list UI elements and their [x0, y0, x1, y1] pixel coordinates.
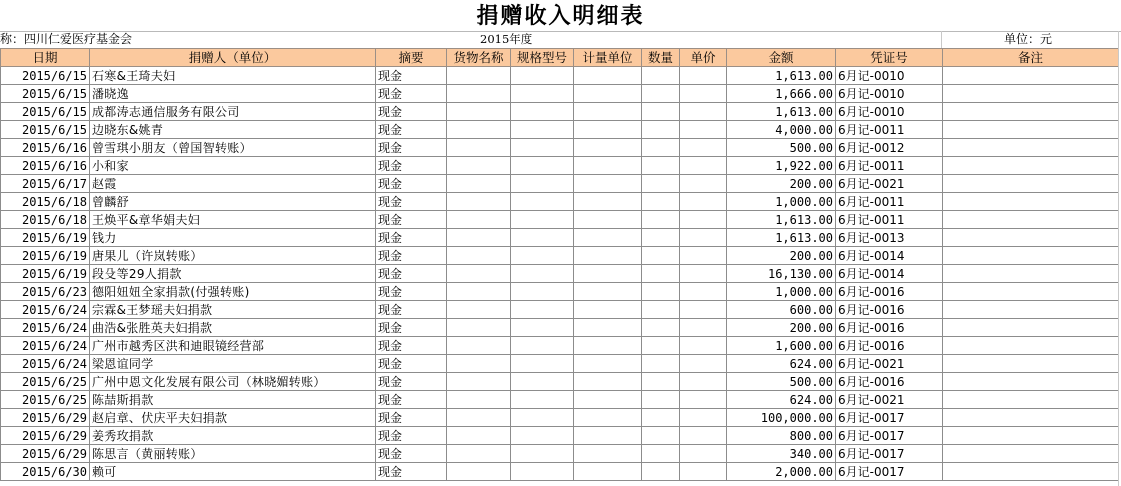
cell-summary[interactable]: 现金	[376, 319, 447, 337]
cell-donor[interactable]: 广州中恩文化发展有限公司（林晓媚转账）	[90, 373, 376, 391]
cell-donor[interactable]: 德阳妞妞全家捐款(付强转账)	[90, 283, 376, 301]
cell-date[interactable]: 2015/6/29	[1, 445, 90, 463]
cell-goods-name[interactable]	[447, 139, 511, 157]
cell-measure-unit[interactable]	[574, 391, 642, 409]
cell-remarks[interactable]	[943, 373, 1119, 391]
cell-measure-unit[interactable]	[574, 139, 642, 157]
header-date[interactable]: 日期	[1, 49, 90, 67]
cell-amount[interactable]: 1,922.00	[727, 157, 836, 175]
header-summary[interactable]: 摘要	[376, 49, 447, 67]
cell-goods-name[interactable]	[447, 355, 511, 373]
cell-summary[interactable]: 现金	[376, 391, 447, 409]
cell-amount[interactable]: 1,613.00	[727, 211, 836, 229]
cell-remarks[interactable]	[943, 175, 1119, 193]
cell-date[interactable]: 2015/6/15	[1, 67, 90, 85]
cell-date[interactable]: 2015/6/15	[1, 103, 90, 121]
header-donor[interactable]: 捐赠人（单位）	[90, 49, 376, 67]
header-remarks[interactable]: 备注	[943, 49, 1119, 67]
cell-summary[interactable]: 现金	[376, 67, 447, 85]
header-amount[interactable]: 金额	[727, 49, 836, 67]
cell-quantity[interactable]	[642, 229, 680, 247]
cell-goods-name[interactable]	[447, 283, 511, 301]
cell-amount[interactable]: 1,000.00	[727, 193, 836, 211]
cell-remarks[interactable]	[943, 211, 1119, 229]
cell-quantity[interactable]	[642, 355, 680, 373]
cell-amount[interactable]: 1,000.00	[727, 283, 836, 301]
cell-date[interactable]: 2015/6/24	[1, 319, 90, 337]
cell-quantity[interactable]	[642, 193, 680, 211]
cell-spec-model[interactable]	[511, 103, 574, 121]
cell-measure-unit[interactable]	[574, 409, 642, 427]
cell-spec-model[interactable]	[511, 265, 574, 283]
cell-voucher-no[interactable]: 6月记-0016	[836, 337, 943, 355]
cell-remarks[interactable]	[943, 247, 1119, 265]
cell-voucher-no[interactable]: 6月记-0021	[836, 355, 943, 373]
cell-amount[interactable]: 624.00	[727, 391, 836, 409]
cell-donor[interactable]: 成都涛志通信服务有限公司	[90, 103, 376, 121]
cell-summary[interactable]: 现金	[376, 301, 447, 319]
cell-quantity[interactable]	[642, 463, 680, 481]
cell-goods-name[interactable]	[447, 121, 511, 139]
table-row	[1, 427, 1119, 445]
cell-measure-unit[interactable]	[574, 67, 642, 85]
cell-donor[interactable]: 陈思言（黄丽转账）	[90, 445, 376, 463]
cell-voucher-no[interactable]: 6月记-0017	[836, 463, 943, 481]
header-measure-unit[interactable]: 计量单位	[574, 49, 642, 67]
table-row	[1, 139, 1119, 157]
cell-quantity[interactable]	[642, 211, 680, 229]
table-row	[1, 67, 1119, 85]
cell-goods-name[interactable]	[447, 391, 511, 409]
cell-goods-name[interactable]	[447, 67, 511, 85]
cell-quantity[interactable]	[642, 283, 680, 301]
cell-donor[interactable]: 唐果儿（许岚转账）	[90, 247, 376, 265]
cell-date[interactable]: 2015/6/23	[1, 283, 90, 301]
cell-measure-unit[interactable]	[574, 463, 642, 481]
cell-voucher-no[interactable]: 6月记-0011	[836, 121, 943, 139]
table-row	[1, 283, 1119, 301]
cell-amount[interactable]: 200.00	[727, 175, 836, 193]
cell-amount[interactable]: 500.00	[727, 373, 836, 391]
header-unit-price[interactable]: 单价	[680, 49, 727, 67]
cell-donor[interactable]: 曲浩&张胜英夫妇捐款	[90, 319, 376, 337]
cell-summary[interactable]: 现金	[376, 175, 447, 193]
cell-goods-name[interactable]	[447, 337, 511, 355]
cell-spec-model[interactable]	[511, 301, 574, 319]
cell-amount[interactable]: 500.00	[727, 139, 836, 157]
cell-donor[interactable]: 梁恩谊同学	[90, 355, 376, 373]
cell-spec-model[interactable]	[511, 229, 574, 247]
cell-donor[interactable]: 小和家	[90, 157, 376, 175]
cell-donor[interactable]: 潘晓逸	[90, 85, 376, 103]
table-row	[1, 373, 1119, 391]
cell-spec-model[interactable]	[511, 211, 574, 229]
cell-unit-price[interactable]	[680, 193, 727, 211]
table-row	[1, 175, 1119, 193]
cell-donor[interactable]: 曾麟舒	[90, 193, 376, 211]
cell-summary[interactable]: 现金	[376, 409, 447, 427]
cell-unit-price[interactable]	[680, 175, 727, 193]
cell-goods-name[interactable]	[447, 193, 511, 211]
table-row	[1, 409, 1119, 427]
cell-spec-model[interactable]	[511, 157, 574, 175]
cell-goods-name[interactable]	[447, 103, 511, 121]
cell-spec-model[interactable]	[511, 463, 574, 481]
cell-quantity[interactable]	[642, 265, 680, 283]
cell-measure-unit[interactable]	[574, 229, 642, 247]
cell-spec-model[interactable]	[511, 427, 574, 445]
cell-date[interactable]: 2015/6/30	[1, 463, 90, 481]
cell-donor[interactable]: 边晓东&姚青	[90, 121, 376, 139]
cell-date[interactable]: 2015/6/16	[1, 157, 90, 175]
cell-measure-unit[interactable]	[574, 121, 642, 139]
cell-voucher-no[interactable]: 6月记-0011	[836, 211, 943, 229]
cell-goods-name[interactable]	[447, 301, 511, 319]
cell-spec-model[interactable]	[511, 355, 574, 373]
cell-unit-price[interactable]	[680, 139, 727, 157]
cell-summary[interactable]: 现金	[376, 103, 447, 121]
cell-summary[interactable]: 现金	[376, 211, 447, 229]
cell-donor[interactable]: 姜秀玫捐款	[90, 427, 376, 445]
cell-summary[interactable]: 现金	[376, 445, 447, 463]
cell-remarks[interactable]	[943, 157, 1119, 175]
cell-voucher-no[interactable]: 6月记-0016	[836, 373, 943, 391]
table-row	[1, 463, 1119, 481]
cell-spec-model[interactable]	[511, 139, 574, 157]
table-row	[1, 265, 1119, 283]
cell-remarks[interactable]	[943, 301, 1119, 319]
cell-goods-name[interactable]	[447, 373, 511, 391]
cell-date[interactable]: 2015/6/19	[1, 247, 90, 265]
header-row	[1, 49, 1119, 67]
cell-unit-price[interactable]	[680, 103, 727, 121]
cell-unit-price[interactable]	[680, 229, 727, 247]
cell-measure-unit[interactable]	[574, 373, 642, 391]
cell-quantity[interactable]	[642, 139, 680, 157]
cell-unit-price[interactable]	[680, 445, 727, 463]
cell-summary[interactable]: 现金	[376, 247, 447, 265]
cell-spec-model[interactable]	[511, 193, 574, 211]
cell-summary[interactable]: 现金	[376, 85, 447, 103]
cell-voucher-no[interactable]: 6月记-0014	[836, 265, 943, 283]
cell-date[interactable]: 2015/6/24	[1, 337, 90, 355]
cell-voucher-no[interactable]: 6月记-0012	[836, 139, 943, 157]
cell-spec-model[interactable]	[511, 373, 574, 391]
cell-date[interactable]: 2015/6/29	[1, 409, 90, 427]
cell-remarks[interactable]	[943, 445, 1119, 463]
cell-quantity[interactable]	[642, 319, 680, 337]
cell-spec-model[interactable]	[511, 121, 574, 139]
cell-donor[interactable]: 赖可	[90, 463, 376, 481]
cell-date[interactable]: 2015/6/19	[1, 265, 90, 283]
cell-remarks[interactable]	[943, 265, 1119, 283]
cell-donor[interactable]: 段殳等29人捐款	[90, 265, 376, 283]
cell-amount[interactable]: 100,000.00	[727, 409, 836, 427]
header-goods-name[interactable]: 货物名称	[447, 49, 511, 67]
cell-amount[interactable]: 340.00	[727, 445, 836, 463]
cell-date[interactable]: 2015/6/25	[1, 391, 90, 409]
cell-unit-price[interactable]	[680, 391, 727, 409]
cell-summary[interactable]: 现金	[376, 463, 447, 481]
cell-spec-model[interactable]	[511, 337, 574, 355]
cell-amount[interactable]: 4,000.00	[727, 121, 836, 139]
cell-measure-unit[interactable]	[574, 85, 642, 103]
cell-amount[interactable]: 1,666.00	[727, 85, 836, 103]
cell-measure-unit[interactable]	[574, 337, 642, 355]
cell-unit-price[interactable]	[680, 427, 727, 445]
table-row	[1, 211, 1119, 229]
cell-date[interactable]: 2015/6/19	[1, 229, 90, 247]
cell-remarks[interactable]	[943, 319, 1119, 337]
cell-amount[interactable]: 1,613.00	[727, 67, 836, 85]
cell-quantity[interactable]	[642, 373, 680, 391]
cell-measure-unit[interactable]	[574, 445, 642, 463]
cell-unit-price[interactable]	[680, 409, 727, 427]
cell-remarks[interactable]	[943, 103, 1119, 121]
cell-date[interactable]: 2015/6/24	[1, 355, 90, 373]
cell-goods-name[interactable]	[447, 247, 511, 265]
cell-voucher-no[interactable]: 6月记-0011	[836, 157, 943, 175]
cell-spec-model[interactable]	[511, 409, 574, 427]
cell-remarks[interactable]	[943, 355, 1119, 373]
cell-spec-model[interactable]	[511, 85, 574, 103]
cell-measure-unit[interactable]	[574, 283, 642, 301]
cell-unit-price[interactable]	[680, 157, 727, 175]
header-spec-model[interactable]: 规格型号	[511, 49, 574, 67]
cell-date[interactable]: 2015/6/15	[1, 85, 90, 103]
cell-voucher-no[interactable]: 6月记-0017	[836, 409, 943, 427]
cell-voucher-no[interactable]: 6月记-0016	[836, 319, 943, 337]
cell-measure-unit[interactable]	[574, 175, 642, 193]
cell-unit-price[interactable]	[680, 463, 727, 481]
cell-unit-price[interactable]	[680, 355, 727, 373]
cell-measure-unit[interactable]	[574, 157, 642, 175]
cell-quantity[interactable]	[642, 157, 680, 175]
cell-measure-unit[interactable]	[574, 301, 642, 319]
cell-summary[interactable]: 现金	[376, 373, 447, 391]
cell-amount[interactable]: 16,130.00	[727, 265, 836, 283]
table-row	[1, 103, 1119, 121]
cell-unit-price[interactable]	[680, 85, 727, 103]
cell-voucher-no[interactable]: 6月记-0016	[836, 301, 943, 319]
cell-voucher-no[interactable]: 6月记-0013	[836, 229, 943, 247]
cell-goods-name[interactable]	[447, 175, 511, 193]
cell-amount[interactable]: 1,613.00	[727, 229, 836, 247]
cell-remarks[interactable]	[943, 121, 1119, 139]
cell-unit-price[interactable]	[680, 373, 727, 391]
cell-date[interactable]: 2015/6/16	[1, 139, 90, 157]
table-row	[1, 445, 1119, 463]
cell-goods-name[interactable]	[447, 463, 511, 481]
cell-remarks[interactable]	[943, 193, 1119, 211]
header-quantity[interactable]: 数量	[642, 49, 680, 67]
cell-voucher-no[interactable]: 6月记-0017	[836, 427, 943, 445]
table-row	[1, 121, 1119, 139]
cell-measure-unit[interactable]	[574, 103, 642, 121]
table-row	[1, 247, 1119, 265]
cell-donor[interactable]: 宗霖&王梦瑶夫妇捐款	[90, 301, 376, 319]
cell-donor[interactable]: 曾雪琪小朋友（曾国智转账）	[90, 139, 376, 157]
cell-donor[interactable]: 石寒&王琦夫妇	[90, 67, 376, 85]
cell-donor[interactable]: 赵启章、伏庆平夫妇捐款	[90, 409, 376, 427]
table-row	[1, 157, 1119, 175]
cell-summary[interactable]: 现金	[376, 355, 447, 373]
cell-quantity[interactable]	[642, 445, 680, 463]
cell-unit-price[interactable]	[680, 283, 727, 301]
cell-voucher-no[interactable]: 6月记-0017	[836, 445, 943, 463]
cell-goods-name[interactable]	[447, 445, 511, 463]
cell-goods-name[interactable]	[447, 319, 511, 337]
cell-unit-price[interactable]	[680, 247, 727, 265]
cell-remarks[interactable]	[943, 391, 1119, 409]
cell-voucher-no[interactable]: 6月记-0010	[836, 103, 943, 121]
cell-summary[interactable]: 现金	[376, 427, 447, 445]
cell-summary[interactable]: 现金	[376, 193, 447, 211]
cell-spec-model[interactable]	[511, 67, 574, 85]
cell-spec-model[interactable]	[511, 283, 574, 301]
cell-spec-model[interactable]	[511, 445, 574, 463]
cell-date[interactable]: 2015/6/18	[1, 193, 90, 211]
cell-goods-name[interactable]	[447, 427, 511, 445]
table-row	[1, 193, 1119, 211]
cell-quantity[interactable]	[642, 85, 680, 103]
cell-unit-price[interactable]	[680, 337, 727, 355]
table-row	[1, 229, 1119, 247]
cell-voucher-no[interactable]: 6月记-0011	[836, 193, 943, 211]
cell-goods-name[interactable]	[447, 265, 511, 283]
cell-amount[interactable]: 2,000.00	[727, 463, 836, 481]
donation-ledger-table	[0, 48, 1119, 481]
cell-date[interactable]: 2015/6/29	[1, 427, 90, 445]
cell-remarks[interactable]	[943, 229, 1119, 247]
cell-voucher-no[interactable]: 6月记-0021	[836, 175, 943, 193]
organization-label: 称：四川仁爱医疗基金会	[0, 32, 133, 46]
cell-date[interactable]: 2015/6/15	[1, 121, 90, 139]
cell-amount[interactable]: 1,600.00	[727, 337, 836, 355]
cell-voucher-no[interactable]: 6月记-0010	[836, 85, 943, 103]
cell-amount[interactable]: 624.00	[727, 355, 836, 373]
cell-donor[interactable]: 赵霞	[90, 175, 376, 193]
cell-remarks[interactable]	[943, 67, 1119, 85]
cell-amount[interactable]: 200.00	[727, 247, 836, 265]
fiscal-year-label: 2015年度	[480, 32, 533, 46]
cell-goods-name[interactable]	[447, 211, 511, 229]
cell-remarks[interactable]	[943, 283, 1119, 301]
cell-quantity[interactable]	[642, 103, 680, 121]
meta-cell-divider	[941, 31, 942, 48]
cell-donor[interactable]: 钱力	[90, 229, 376, 247]
table-row	[1, 85, 1119, 103]
cell-remarks[interactable]	[943, 85, 1119, 103]
sheet-right-border	[1118, 31, 1119, 486]
cell-unit-price[interactable]	[680, 301, 727, 319]
cell-measure-unit[interactable]	[574, 193, 642, 211]
cell-donor[interactable]: 王焕平&章华娟夫妇	[90, 211, 376, 229]
cell-quantity[interactable]	[642, 247, 680, 265]
cell-spec-model[interactable]	[511, 319, 574, 337]
cell-unit-price[interactable]	[680, 67, 727, 85]
cell-voucher-no[interactable]: 6月记-0010	[836, 67, 943, 85]
cell-summary[interactable]: 现金	[376, 265, 447, 283]
cell-spec-model[interactable]	[511, 247, 574, 265]
cell-quantity[interactable]	[642, 427, 680, 445]
cell-unit-price[interactable]	[680, 121, 727, 139]
cell-spec-model[interactable]	[511, 391, 574, 409]
cell-donor[interactable]: 陈喆斯捐款	[90, 391, 376, 409]
cell-goods-name[interactable]	[447, 157, 511, 175]
cell-remarks[interactable]	[943, 139, 1119, 157]
cell-spec-model[interactable]	[511, 175, 574, 193]
table-row	[1, 301, 1119, 319]
table-row	[1, 337, 1119, 355]
cell-unit-price[interactable]	[680, 319, 727, 337]
table-row	[1, 355, 1119, 373]
cell-measure-unit[interactable]	[574, 265, 642, 283]
cell-measure-unit[interactable]	[574, 355, 642, 373]
cell-amount[interactable]: 800.00	[727, 427, 836, 445]
cell-voucher-no[interactable]: 6月记-0014	[836, 247, 943, 265]
cell-donor[interactable]: 广州市越秀区洪和迪眼镜经营部	[90, 337, 376, 355]
cell-quantity[interactable]	[642, 67, 680, 85]
cell-amount[interactable]: 200.00	[727, 319, 836, 337]
cell-unit-price[interactable]	[680, 265, 727, 283]
cell-summary[interactable]: 现金	[376, 121, 447, 139]
table-row	[1, 319, 1119, 337]
cell-quantity[interactable]	[642, 391, 680, 409]
cell-amount[interactable]: 600.00	[727, 301, 836, 319]
cell-measure-unit[interactable]	[574, 247, 642, 265]
cell-summary[interactable]: 现金	[376, 139, 447, 157]
cell-remarks[interactable]	[943, 409, 1119, 427]
cell-measure-unit[interactable]	[574, 427, 642, 445]
cell-summary[interactable]: 现金	[376, 157, 447, 175]
cell-goods-name[interactable]	[447, 229, 511, 247]
cell-goods-name[interactable]	[447, 85, 511, 103]
cell-remarks[interactable]	[943, 427, 1119, 445]
cell-summary[interactable]: 现金	[376, 229, 447, 247]
cell-summary[interactable]: 现金	[376, 337, 447, 355]
cell-remarks[interactable]	[943, 337, 1119, 355]
cell-summary[interactable]: 现金	[376, 283, 447, 301]
report-title: 捐赠收入明细表	[476, 4, 645, 29]
cell-quantity[interactable]	[642, 409, 680, 427]
cell-voucher-no[interactable]: 6月记-0021	[836, 391, 943, 409]
cell-measure-unit[interactable]	[574, 319, 642, 337]
cell-date[interactable]: 2015/6/25	[1, 373, 90, 391]
cell-quantity[interactable]	[642, 301, 680, 319]
cell-date[interactable]: 2015/6/18	[1, 211, 90, 229]
table-row	[1, 391, 1119, 409]
cell-quantity[interactable]	[642, 121, 680, 139]
cell-goods-name[interactable]	[447, 409, 511, 427]
cell-measure-unit[interactable]	[574, 211, 642, 229]
cell-voucher-no[interactable]: 6月记-0016	[836, 283, 943, 301]
cell-amount[interactable]: 1,613.00	[727, 103, 836, 121]
cell-date[interactable]: 2015/6/17	[1, 175, 90, 193]
cell-unit-price[interactable]	[680, 211, 727, 229]
cell-date[interactable]: 2015/6/24	[1, 301, 90, 319]
header-voucher-no[interactable]: 凭证号	[836, 49, 943, 67]
currency-unit-label: 单位：元	[1004, 32, 1053, 46]
cell-remarks[interactable]	[943, 463, 1119, 481]
cell-quantity[interactable]	[642, 175, 680, 193]
cell-quantity[interactable]	[642, 337, 680, 355]
